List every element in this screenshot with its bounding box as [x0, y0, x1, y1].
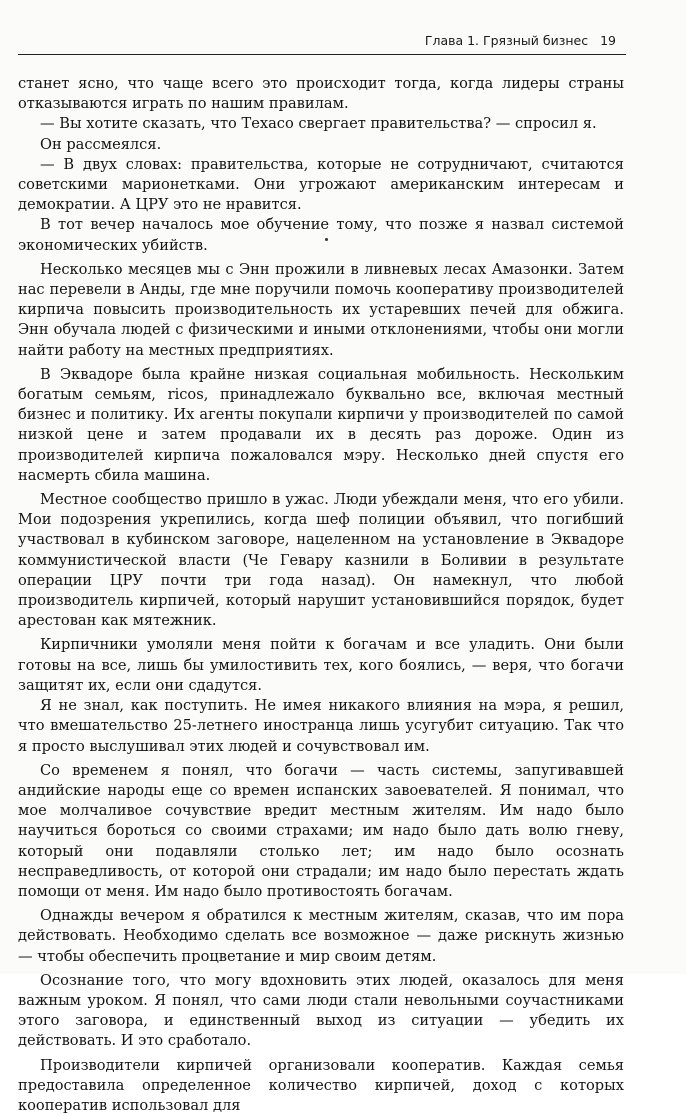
- chapter-title: Глава 1. Грязный бизнес: [424, 33, 589, 48]
- paragraph: Осознание того, что могу вдохновить этих людей, оказалось для меня важным уроком. Я понял, что сами люди стали невольными соучастниками этого заговора, и единственный выход из ситуации — убедить их действовать. И это сработало.: [18, 971, 624, 1050]
- paragraph: Производители кирпичей организовали кооператив. Каждая семья предоставила определенное количество кирпичей, доход с которых кооператив использовал для: [18, 1056, 624, 1114]
- paragraph: — В двух словах: правительства, которые не сотрудничают, считаются советскими марионетками. Они угрожают американским интересам и демократии. А ЦРУ это не нравится.: [18, 155, 624, 214]
- paragraph: Местное сообщество пришло в ужас. Люди убеждали меня, что его убили. Мои подозрения укрепились, когда шеф полиции объявил, что погибший участвовал в кубинском заговоре, нацеленном на установление в Эквадоре коммунистической власти (Че Гевару казнили в Боливии в результате операции ЦРУ почти три года назад). Он намекнул, что любой производитель кирпичей, который нарушит установившийся порядок, будет арестован как мятежник.: [18, 491, 624, 630]
- paragraph: Однажды вечером я обратился к местным жителям, сказав, что им пора действовать. Необходимо сделать все возможное — даже рискнуть жизнью — чтобы обеспечить процветание и мир своим детям.: [18, 907, 624, 965]
- paragraph: Я не знал, как поступить. Не имея никакого влияния на мэра, я решил, что вмешательство 25-летнего иностранца лишь усугубит ситуацию. Так что я просто выслушивал этих людей и сочувствовал им.: [18, 697, 624, 755]
- body-text: [18, 74, 624, 1116]
- running-header: [425, 33, 616, 48]
- paragraph: Несколько месяцев мы с Энн прожили в ливневых лесах Амазонки. Затем нас перевели в Анды, где мне поручили помочь кооперативу производителей кирпича повысить производительность их устаревших печей для обжига. Энн обучала людей с физическими и иными отклонениями, чтобы они могли найти работу на местных предприятиях.: [18, 260, 624, 359]
- header-rule: [18, 54, 626, 55]
- paragraph: Кирпичники умоляли меня пойти к богачам и все уладить. Они были готовы на все, лишь бы умилостивить тех, кого боялись, — веря, что богачи защитят их, если они сдадутся.: [18, 636, 624, 694]
- paragraph: станет ясно, что чаще всего это происходит тогда, когда лидеры страны отказываются играть по нашим правилам.: [18, 75, 624, 113]
- paragraph: Со временем я понял, что богачи — часть системы, запугивавшей андийские народы еще со времен испанских завоевателей. Я понимал, что мое молчаливое сочувствие вредит местным жителям. Им надо было научиться бороться со своими страхами; им надо было дать волю гневу, который они подавляли столько лет; им надо было осознать несправедливость, от которой они страдали; им надо было перестать ждать помощи от меня. Им надо было противостоять богачам.: [18, 761, 624, 900]
- paragraph: Он рассмеялся.: [40, 135, 162, 153]
- paragraph: — Вы хотите сказать, что Техасо свергает правительства? — спросил я.: [40, 115, 597, 133]
- page-number: 19: [600, 33, 616, 48]
- paragraph: В тот вечер началось мое обучение тому, что позже я назвал системой экономических убийств.: [18, 216, 624, 254]
- paragraph: В Эквадоре была крайне низкая социальная мобильность. Нескольким богатым семьям, ricos, принадлежало буквально все, включая местный бизнес и политику. Их агенты покупали кирпичи у производителей по самой низкой цене и затем продавали их в десять раз дороже. Один из производителей кирпича пожаловался мэру. Несколько дней спустя его насмерть сбила машина.: [18, 365, 624, 484]
- print-speck: [325, 238, 328, 241]
